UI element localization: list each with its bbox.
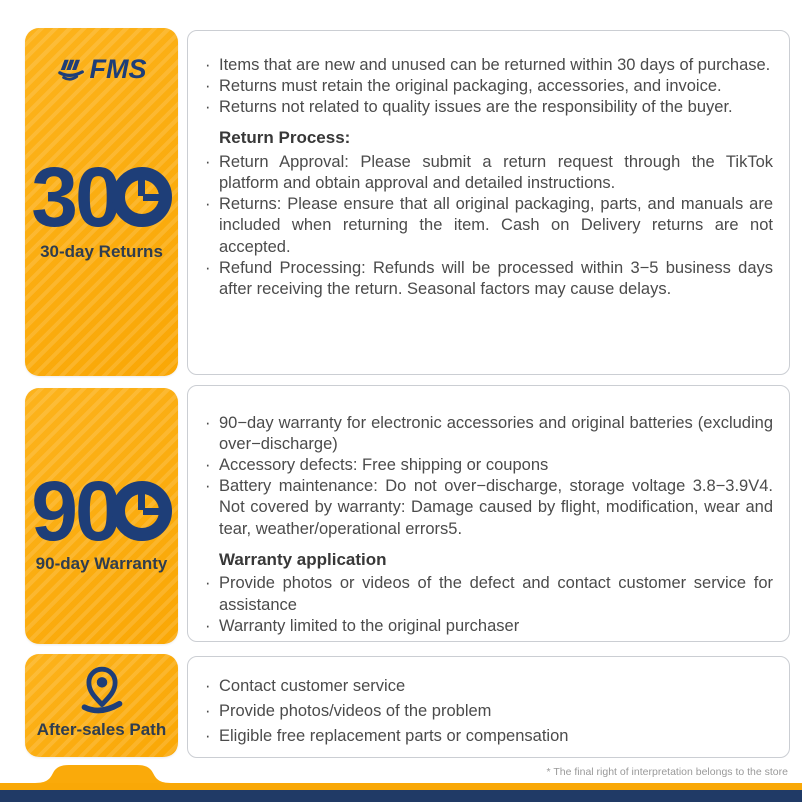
warranty-90-badge: [25, 464, 178, 558]
clock-icon: [112, 481, 172, 541]
returns-card: [25, 28, 178, 376]
returns-card-label: 30-day Returns: [40, 242, 163, 261]
policy-bullet: · Items that are new and unused can be returned within 30 days of purchase.: [204, 55, 773, 76]
fms-logo-text: FMS: [89, 54, 147, 84]
fms-wing-logo-icon: [57, 57, 87, 83]
aftersales-card-label: After-sales Path: [36, 720, 167, 739]
footer-orange-bar: [0, 783, 802, 790]
pedestal-shape: [33, 764, 173, 783]
returns-30-badge: [25, 150, 178, 244]
clock-icon: [112, 167, 172, 227]
footer-navy-bar: [0, 790, 802, 802]
location-pin-icon: [74, 659, 130, 717]
policy-bullet: · Returns: Please ensure that all original packaging, parts, and manuals are included when returning the item. Cash on Delivery returns are not accepted.: [204, 194, 773, 257]
returns-policy-panel: [187, 30, 790, 375]
aftersales-path-panel: [187, 656, 790, 758]
policy-bullet: · Warranty limited to the original purchaser: [204, 616, 773, 637]
policy-bullet: · Provide photos or videos of the defect and contact customer service for assistance: [204, 573, 773, 615]
policy-bullet: · Provide photos/videos of the problem: [204, 699, 773, 724]
number-30: 30: [31, 150, 119, 244]
policy-bullet: · Returns not related to quality issues are the responsibility of the buyer.: [204, 97, 773, 118]
policy-bullet: · Refund Processing: Refunds will be processed within 3−5 business days after receiving the return. Seasonal factors may cause delays.: [204, 258, 773, 300]
warranty-card-label: 90-day Warranty: [35, 554, 168, 573]
number-90: 90: [31, 464, 119, 558]
aftersales-card: [25, 654, 178, 757]
policy-bullet: · 90−day warranty for electronic accessories and original batteries (excluding over−discharge): [204, 413, 773, 455]
policy-bullet: · Contact customer service: [204, 674, 773, 699]
warranty-application-heading: Warranty application: [219, 549, 387, 569]
policy-bullet: · Return Approval: Please submit a return request through the TikTok platform and obtain approval and detailed instructions.: [204, 152, 773, 194]
aftersales-pin-wrap: [25, 659, 178, 717]
policy-bullet: · Accessory defects: Free shipping or coupons: [204, 455, 773, 476]
return-process-heading: Return Process:: [219, 128, 351, 148]
policy-bullet: · Eligible free replacement parts or compensation: [204, 724, 773, 749]
policy-bullet: · Returns must retain the original packaging, accessories, and invoice.: [204, 76, 773, 97]
warranty-card: [25, 388, 178, 644]
policy-bullet: · Battery maintenance: Do not over−discharge, storage voltage 3.8−3.9V4. Not covered by warranty: Damage caused by flight, modification, wear and tear, weather/operational errors5.: [204, 476, 773, 539]
fms-logo: [25, 54, 178, 85]
interpretation-disclaimer: * The final right of interpretation belongs to the store: [546, 766, 788, 778]
warranty-policy-panel: [187, 385, 790, 642]
